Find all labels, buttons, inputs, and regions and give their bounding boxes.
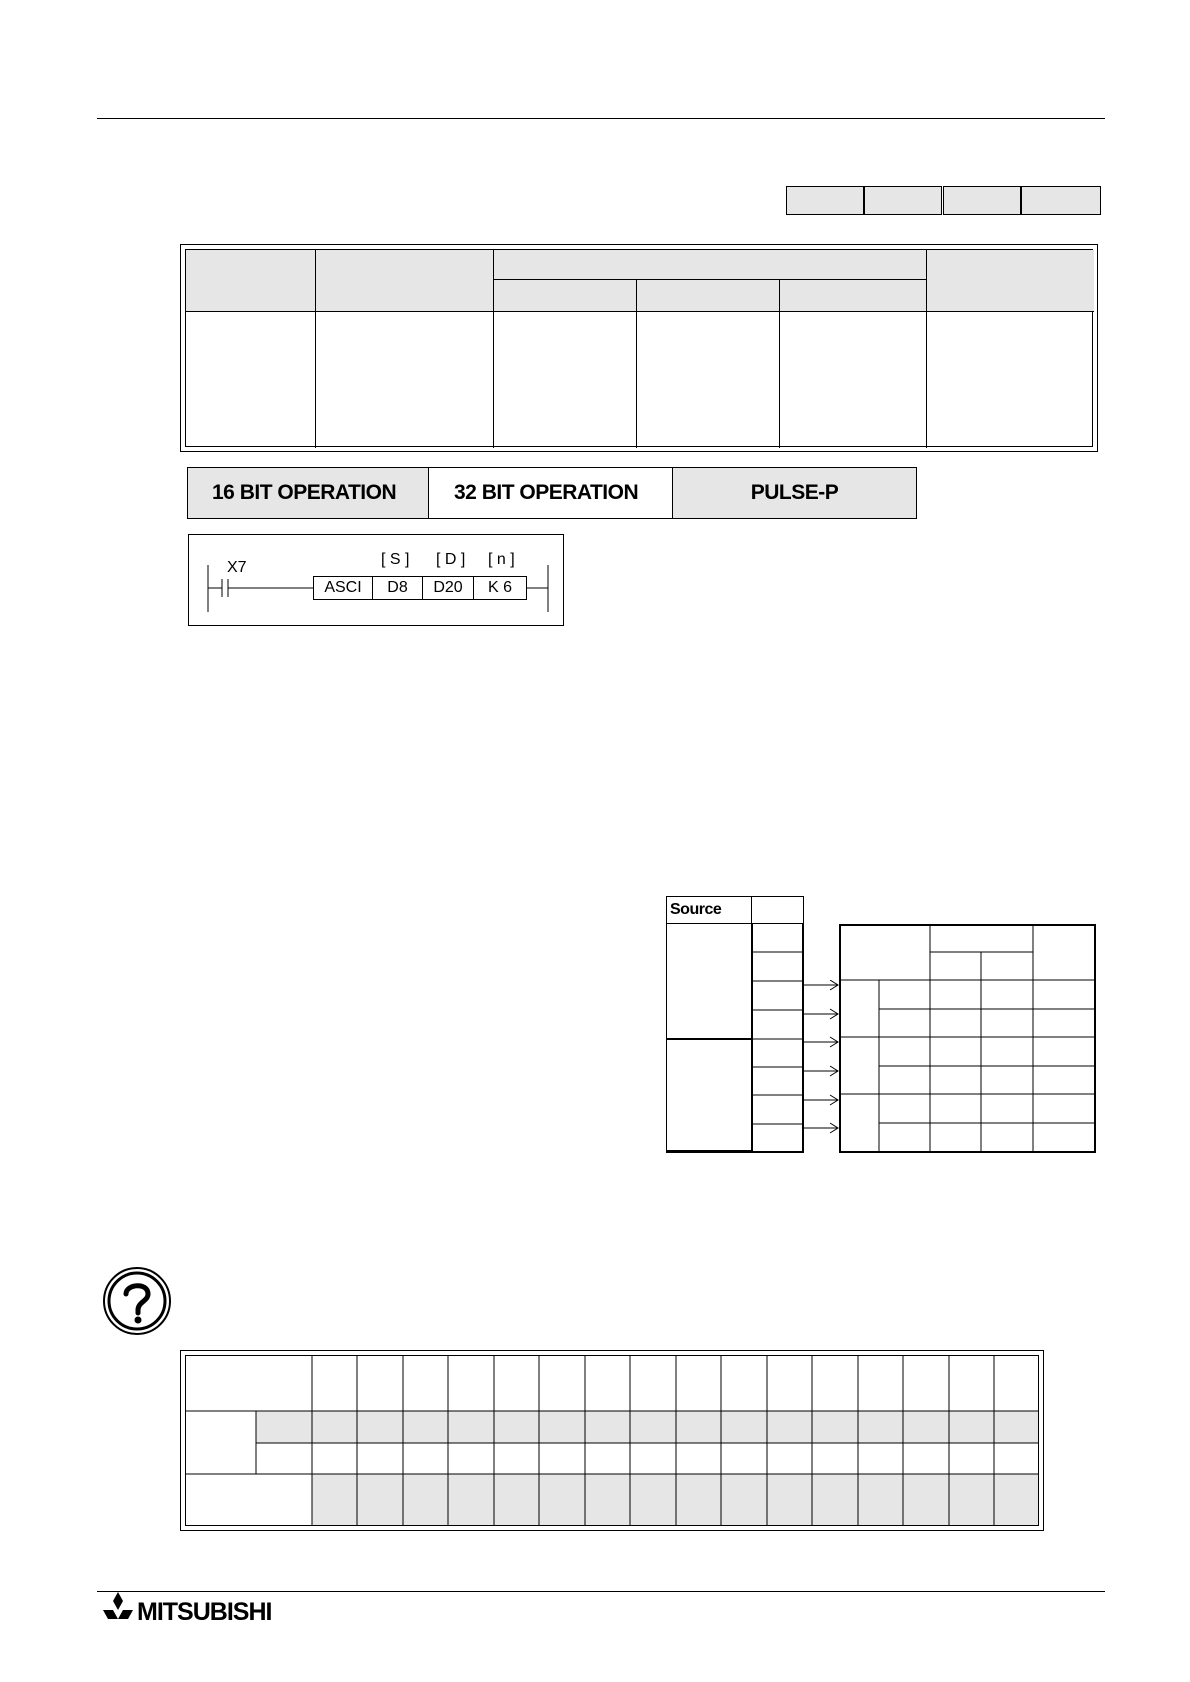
operand-header-s-label: [ S ]: [381, 551, 410, 568]
instruction-box: ASCI: [313, 576, 373, 600]
operand-header-n: [780, 280, 927, 312]
arrow-right-icon: [804, 980, 842, 1150]
operand-header-steps: [927, 250, 1094, 312]
operand-header-mnemonic: [186, 250, 316, 312]
operand-body-function: [316, 312, 494, 448]
header-box-3: [943, 186, 1021, 215]
count-operand-box: K 6: [473, 576, 527, 600]
header-box-2: [864, 186, 942, 215]
operand-table: [180, 244, 1098, 452]
ladder-diagram: [188, 534, 564, 626]
destination-lines: [839, 924, 1097, 1154]
op-16bit: 16 BIT OPERATION: [187, 467, 429, 519]
operand-body-s: [494, 312, 637, 448]
mitsubishi-diamond-icon: [99, 1590, 137, 1624]
top-rule: [97, 118, 1105, 119]
help-question-icon: [102, 1266, 172, 1336]
source-operand-box: D8: [372, 576, 423, 600]
contact-label: X7: [227, 559, 247, 576]
bottom-rule: [97, 1591, 1105, 1592]
op-32bit: 32 BIT OPERATION: [428, 467, 673, 519]
source-table: [666, 896, 806, 1153]
header-box-4: [1021, 186, 1101, 215]
source-lines: [666, 896, 806, 1153]
source-title: Source: [670, 901, 722, 918]
operand-header-operands: [494, 250, 927, 280]
operand-body-steps: [927, 312, 1094, 448]
destination-table: [839, 924, 1097, 1154]
operand-header-d: [637, 280, 780, 312]
operand-header-s: [494, 280, 637, 312]
operand-header-n-label: [ n ]: [488, 551, 515, 568]
device-table-grid: [186, 1356, 1039, 1526]
destination-operand-box: D20: [422, 576, 474, 600]
header-box-1: [786, 186, 864, 215]
operand-body-n: [780, 312, 927, 448]
brand-name: MITSUBISHI: [137, 1598, 272, 1626]
operand-body-mnemonic: [186, 312, 316, 448]
device-table: [180, 1350, 1044, 1531]
operand-header-d-label: [ D ]: [436, 551, 466, 568]
op-pulse: PULSE-P: [672, 467, 917, 519]
operand-body-d: [637, 312, 780, 448]
operand-header-function: [316, 250, 494, 312]
